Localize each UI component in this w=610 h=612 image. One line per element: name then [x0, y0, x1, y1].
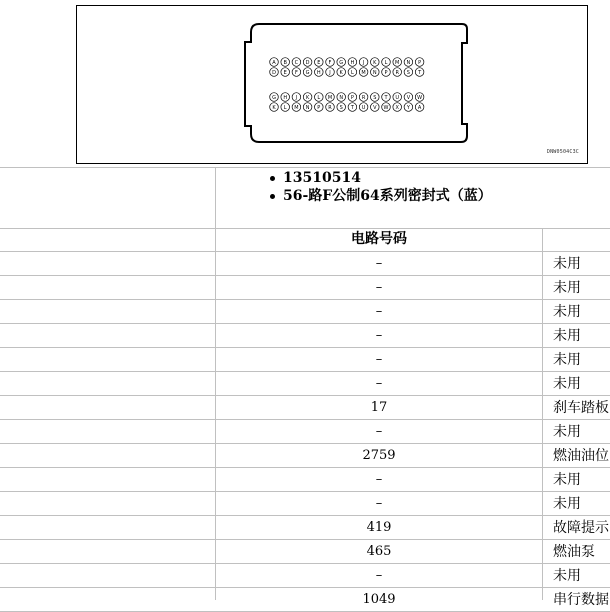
circuit-function: 未用	[553, 280, 581, 296]
pin-label: S	[406, 69, 410, 76]
pin-label: R	[361, 94, 366, 101]
pin-label: F	[328, 59, 332, 66]
circuit-number: –	[375, 376, 383, 391]
circuit-function: 燃油泵	[553, 544, 595, 560]
pin-label: M	[361, 69, 366, 76]
circuit-function: 未用	[553, 424, 581, 440]
circuit-function: 未用	[553, 496, 581, 512]
pin-label: G	[339, 59, 344, 66]
pin-label: S	[373, 94, 377, 101]
circuit-number: –	[375, 256, 383, 271]
pin-label: E	[283, 69, 287, 76]
pin-label: L	[283, 104, 287, 111]
divider	[0, 228, 610, 229]
circuit-number: 17	[370, 400, 388, 415]
table-row	[0, 396, 610, 420]
pin-label: P	[418, 59, 422, 66]
table-row	[0, 516, 610, 540]
pin-label: J	[295, 94, 298, 101]
pin-label: T	[350, 104, 354, 111]
circuit-function: 未用	[553, 376, 581, 392]
table-row	[0, 300, 610, 324]
circuit-number: –	[375, 352, 383, 367]
pin-label: K	[339, 69, 343, 76]
pin-label: U	[395, 94, 400, 101]
pin-label: P	[350, 94, 354, 101]
pin-label: N	[339, 94, 344, 101]
connector-drawing	[77, 6, 587, 163]
part-number: 13510514	[264, 169, 492, 187]
pin-label: E	[317, 59, 321, 66]
circuit-number: –	[375, 328, 383, 343]
pin-label: B	[283, 59, 287, 66]
pin-label: Y	[406, 104, 410, 111]
pin-label: H	[350, 59, 355, 66]
pin-label: T	[384, 94, 388, 101]
pin-label: V	[406, 94, 411, 101]
pin-label: W	[383, 104, 389, 111]
pin-label: A	[417, 104, 422, 111]
table-row	[0, 252, 610, 276]
circuit-function: 未用	[553, 328, 581, 344]
circuit-number: –	[375, 496, 383, 511]
pin-label: P	[384, 69, 388, 76]
pin-label: P	[317, 104, 321, 111]
pin-label: X	[395, 104, 399, 111]
pin-label: G	[305, 69, 310, 76]
table-row	[0, 540, 610, 564]
circuit-number: –	[375, 424, 383, 439]
table-row	[0, 372, 610, 396]
pin-label: L	[351, 69, 354, 76]
pin-label: N	[372, 69, 377, 76]
connector-outline	[245, 24, 467, 142]
pin-label: J	[362, 59, 365, 66]
pin-label: R	[395, 69, 399, 76]
pin-label: H	[316, 69, 321, 76]
pin-label: D	[272, 69, 276, 76]
pin-label: S	[339, 104, 343, 111]
image-code: DNW0504C3C	[546, 149, 579, 155]
pin-label: L	[384, 59, 388, 66]
table-row	[0, 420, 610, 444]
circuit-function: 未用	[553, 472, 581, 488]
pin-label: M	[395, 59, 400, 66]
circuit-number: –	[375, 568, 383, 583]
pin-label: K	[305, 94, 310, 101]
pin-label: R	[328, 104, 332, 111]
circuit-function: 刹车踏板	[553, 400, 609, 416]
table-row	[0, 468, 610, 492]
pin-label: V	[373, 104, 377, 111]
pin-label: U	[361, 104, 366, 111]
pin-label: F	[294, 69, 298, 76]
table-row	[0, 492, 610, 516]
connector-image	[76, 5, 588, 164]
circuit-number: 419	[366, 520, 392, 535]
pin-label: N	[406, 59, 411, 66]
pin-label: N	[305, 104, 310, 111]
table-row	[0, 324, 610, 348]
circuit-number: 1049	[362, 592, 396, 607]
pin-label: K	[373, 59, 377, 66]
table-row	[0, 588, 610, 612]
circuit-number: 465	[366, 544, 392, 559]
pin-label: H	[283, 94, 288, 101]
pin-label: K	[272, 104, 276, 111]
circuit-function: 故障提示	[553, 520, 609, 536]
pin-label: M	[327, 94, 333, 101]
circuit-number: 2759	[362, 448, 396, 463]
connector-description: 56-路F公制64系列密封式（蓝）	[264, 187, 492, 205]
pin-label: L	[317, 94, 321, 101]
circuit-function: 未用	[553, 304, 581, 320]
circuit-number: –	[375, 304, 383, 319]
circuit-number-header: 电路号码	[351, 231, 407, 247]
table-row	[0, 348, 610, 372]
table-row	[0, 444, 610, 468]
pin-label: W	[417, 94, 423, 101]
connector-info-list	[264, 169, 492, 205]
circuit-number: –	[375, 472, 383, 487]
circuit-function: 未用	[553, 352, 581, 368]
pin-label: G	[272, 94, 276, 101]
circuit-function: 未用	[553, 256, 581, 272]
circuit-function: 串行数据	[553, 592, 609, 608]
pin-label: J	[329, 69, 331, 76]
circuit-function: 燃油油位	[553, 448, 609, 464]
circuit-function: 未用	[553, 568, 581, 584]
pin-label: A	[272, 59, 276, 66]
table-row	[0, 564, 610, 588]
divider	[0, 167, 610, 168]
table-row	[0, 276, 610, 300]
pin-label: D	[305, 59, 310, 66]
pin-label: T	[418, 69, 422, 76]
pin-label: M	[294, 104, 299, 111]
pin-label: C	[294, 59, 299, 66]
circuit-number: –	[375, 280, 383, 295]
